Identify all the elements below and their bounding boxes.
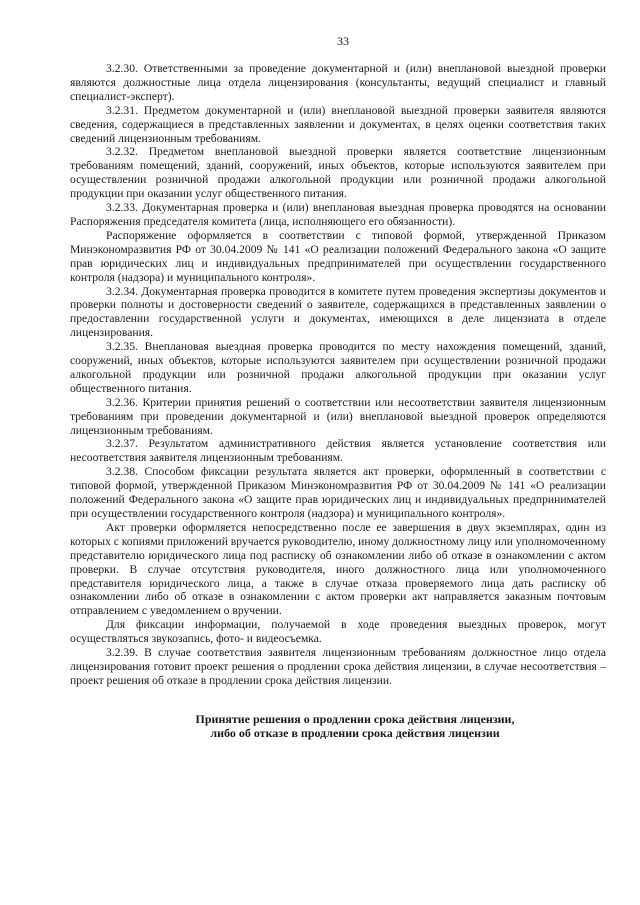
paragraph-3-2-35: 3.2.35. Внеплановая выездная проверка проводится по месту нахождения помещений, зданий, сооружений, иных объектов, которые используются заявителем при осуществлении розничной продажи алкогольной продукции или розничной продажи алкогольной продукции при оказании услуг общественного питания. [70,340,606,395]
section-heading-line-1: Принятие решения о продлении срока действия лицензии, [195,711,515,726]
paragraph-order-form: Распоряжение оформляется в соответствии с типовой формой, утвержденной Приказом Минэкономразвития РФ от 30.04.2009 № 141 «О реализации положений Федерального закона «О защите прав юридических лиц и индивидуальных предпринимателей при осуществлении государственного контроля (надзора) и муниципального контроля». [70,228,606,284]
paragraph-recording: Для фиксации информации, получаемой в ходе проведения выездных проверок, могут осуществляться звукозапись, фото- и видеосъемка. [70,618,606,646]
paragraph-3-2-39: 3.2.39. В случае соответствия заявителя лицензионным требованиям должностное лицо отдела лицензирования готовит проект решения о продлении срока действия лицензии, в случае несоответствия – проект решения об отказе в продлении срока действия лицензии. [70,646,606,687]
paragraph-3-2-37: 3.2.37. Результатом административного действия является установление соответствия или несоответствия заявителя лицензионным требованиям. [70,437,606,465]
paragraph-3-2-33: 3.2.33. Документарная проверка и (или) внеплановая выездная проверка проводятся на основании Распоряжения председателя комитета (лица, исполняющего его обязанности). [70,201,606,228]
paragraph-3-2-30: 3.2.30. Ответственными за проведение документарной и (или) внеплановой выездной проверки являются должностные лица отдела лицензирования (консультанты, ведущий специалист и главный специалист-эксперт). [70,62,606,103]
paragraph-3-2-34: 3.2.34. Документарная проверка проводится в комитете путем проведения экспертизы документов и проверки полноты и достоверности сведений о заявителе, содержащихся в представленных заявлении о предоставлении государственной услуги и документах, имеющихся в деле лицензиата в отделе лицензирования. [70,284,606,340]
page-number: 33 [337,34,349,48]
paragraph-inspection-act: Акт проверки оформляется непосредственно после ее завершения в двух экземплярах, один из которых с копиями приложений вручается руководителю, иному должностному лицу или уполномоченному представителю юридического лица под расписку об ознакомлении либо об отказе в ознакомлении с актом проверки. В случае отсутствия руководителя, иного должностного лица или уполномоченного представителя юридического лица, а также в случае отказа проверяемого лица дать расписку об ознакомлении либо об отказе в ознакомлении с актом проверки акт направляется заказным почтовым отправлением с уведомлением о вручении. [70,520,606,618]
paragraph-3-2-36: 3.2.36. Критерии принятия решений о соответствии или несоответствии заявителя лицензионным требованиям при проведении документарной и (или) внеплановой выездной проверок определяются лицензионным требованиям. [70,395,606,437]
section-heading [70,712,606,741]
section-heading-line-2: либо об отказе в продлении срока действия лицензии [210,726,500,741]
paragraph-3-2-32: 3.2.32. Предметом внеплановой выездной проверки является соответствие лицензионным требованиям помещений, зданий, сооружений, иных объектов, которые используются заявителем при осуществлении розничной продажи алкогольной продукции или розничной продажи алкогольной продукции при оказании услуг общественного питания. [70,145,606,201]
paragraph-3-2-31: 3.2.31. Предметом документарной и (или) внеплановой выездной проверки заявителя являются сведения, содержащиеся в представленных заявлении и документах, в целях оценки соответствия таких сведений лицензионным требованиям. [70,103,606,145]
paragraph-3-2-38: 3.2.38. Способом фиксации результата является акт проверки, оформленный в соответствии с типовой формой, утвержденной Приказом Минэкономразвития РФ от 30.04.2009 № 141 «О реализации положений Федерального закона «О защите прав юридических лиц и индивидуальных предпринимателей при осуществлении государственного контроля (надзора) и муниципального контроля». [70,465,606,520]
